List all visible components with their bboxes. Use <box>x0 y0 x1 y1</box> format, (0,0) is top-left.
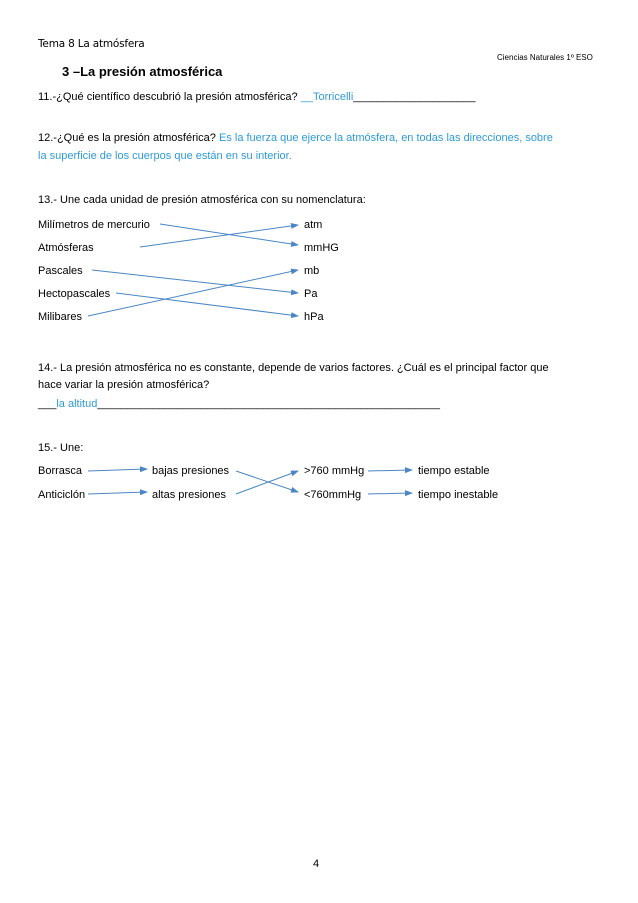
q15-col4-0: tiempo estable <box>418 465 490 477</box>
unit-left-3: Hectopascales <box>38 288 111 300</box>
question-13-text: 13.- Une cada unidad de presión atmosférica con su nomenclatura: <box>38 194 366 206</box>
section-title: 3 –La presión atmosférica <box>62 64 223 79</box>
arrow-borrasca-to-bajas <box>88 469 147 471</box>
question-14-line1: 14.- La presión atmosférica no es constante, depende de varios factores. ¿Cuál es el principal factor que <box>38 362 549 374</box>
question-12-answer-line1: Es la fuerza que ejerce la atmósfera, en todas las direcciones, sobre <box>218 132 553 144</box>
question-14-post-blank: ________________________________________________________ <box>97 398 440 410</box>
unit-right-2: mb <box>304 265 320 277</box>
question-15-text: 15.- Une: <box>38 442 84 454</box>
q15-col2-0: bajas presiones <box>152 465 230 477</box>
question-11-pre-blank: __ <box>300 91 313 103</box>
q15-col3-0: >760 mmHg <box>304 465 365 477</box>
question-14-pre-blank: ___ <box>38 398 57 410</box>
header-course: Ciencias Naturales 1º ESO <box>497 53 593 62</box>
unit-right-1: mmHG <box>304 242 339 254</box>
question-12-answer-line2: la superficie de los cuerpos que están en su interior. <box>38 150 292 162</box>
q15-col4-1: tiempo inestable <box>418 489 499 501</box>
unit-left-0: Milímetros de mercurio <box>38 219 150 231</box>
unit-right-3: Pa <box>304 288 318 300</box>
question-14-line2: hace variar la presión atmosférica? <box>38 379 210 391</box>
unit-right-0: atm <box>304 219 323 231</box>
unit-left-2: Pascales <box>38 265 83 277</box>
arrow-anticiclon-to-altas <box>88 492 147 494</box>
question-11-post-blank: ____________________ <box>353 91 476 103</box>
q15-col1-1: Anticiclón <box>38 489 86 501</box>
page-number: 4 <box>313 858 320 870</box>
unit-right-4: hPa <box>304 311 324 323</box>
arrow-hectopascales-to-hpa <box>116 293 298 316</box>
q15-col2-1: altas presiones <box>152 489 226 501</box>
arrow-atmosferas-to-atm <box>140 225 298 247</box>
arrow-760menos-to-inestable <box>368 493 412 494</box>
unit-left-4: Milibares <box>38 311 83 323</box>
q15-col3-1: <760mmHg <box>304 489 362 501</box>
unit-left-1: Atmósferas <box>38 242 94 254</box>
q15-col1-0: Borrasca <box>38 465 83 477</box>
question-12-text: 12.-¿Qué es la presión atmosférica? <box>38 132 219 144</box>
arrow-760mas-to-estable <box>368 470 412 471</box>
question-14-answer: la altitud <box>56 398 98 410</box>
question-11-text: 11.-¿Qué científico descubrió la presión atmosférica? <box>38 91 301 103</box>
header-topic: Tema 8 La atmósfera <box>38 38 145 50</box>
arrow-pascales-to-pa <box>92 270 298 293</box>
question-11-answer: Torricelli <box>312 91 354 103</box>
